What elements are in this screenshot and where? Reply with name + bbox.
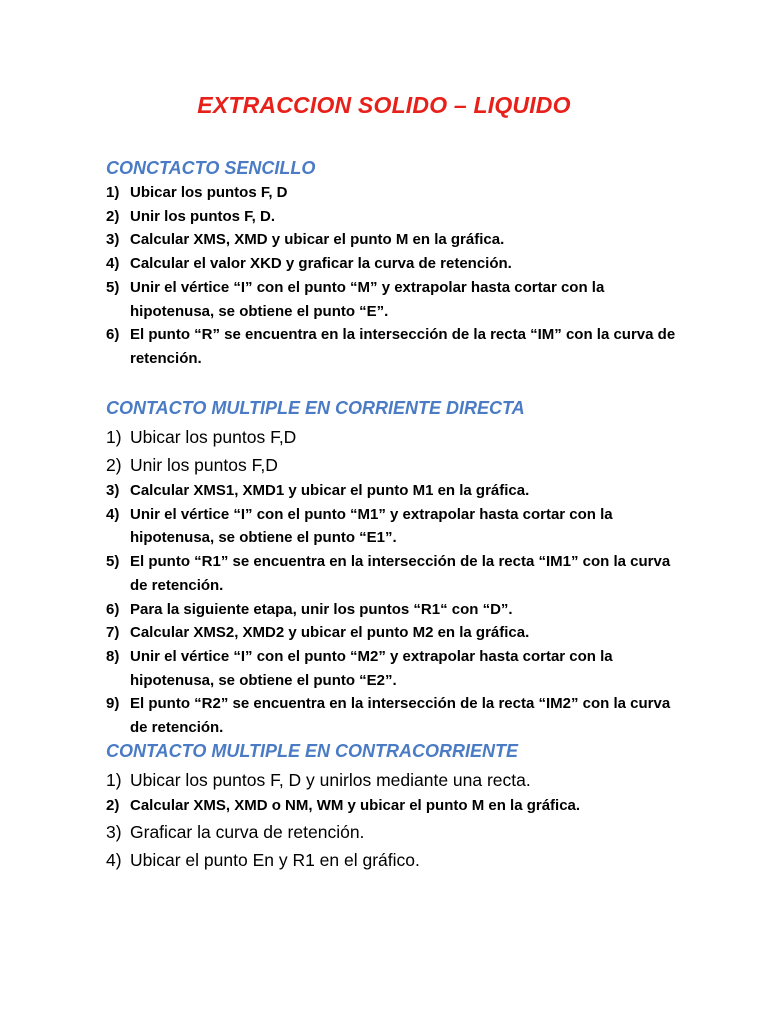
- item-text: Unir el vértice “I” con el punto “M1” y extrapolar hasta cortar con la hipotenusa, se obtiene el punto “E1”.: [130, 505, 613, 547]
- item-number: 5): [106, 278, 120, 296]
- list-item: [106, 794, 686, 818]
- item-text: El punto “R” se encuentra en la intersección de la recta “IM” con la curva de retención.: [130, 326, 676, 367]
- item-text: Graficar la curva de retención.: [130, 821, 365, 842]
- section-heading-contracorriente: CONTACTO MULTIPLE EN CONTRACORRIENTE: [106, 741, 518, 761]
- item-number: 4): [106, 849, 122, 870]
- list-item: [106, 323, 686, 370]
- item-number: 4): [106, 255, 120, 273]
- list-item: [106, 252, 686, 276]
- list-item: [106, 846, 686, 874]
- item-number: 9): [106, 695, 120, 713]
- item-number: 3): [106, 231, 120, 249]
- list-item: [106, 692, 686, 739]
- item-text: Calcular XMS1, XMD1 y ubicar el punto M1 en la gráfica.: [130, 482, 530, 499]
- item-text: Calcular XMS2, XMD2 y ubicar el punto M2 en la gráfica.: [130, 624, 530, 642]
- item-number: 2): [106, 797, 120, 814]
- list-item: [106, 276, 686, 323]
- list-item: [106, 423, 686, 451]
- document-title: EXTRACCION SOLIDO – LIQUIDO: [197, 92, 571, 118]
- item-number: 3): [106, 821, 122, 842]
- item-number: 6): [106, 600, 120, 618]
- list-item: [106, 621, 686, 645]
- item-number: 2): [106, 207, 120, 225]
- item-number: 2): [106, 455, 122, 475]
- item-text: El punto “R2” se encuentra en la intersección de la recta “IM2” con la curva de retención.: [130, 695, 671, 737]
- item-text: Ubicar los puntos F, D: [130, 184, 288, 201]
- list-item: [106, 598, 686, 622]
- item-number: 1): [106, 184, 120, 201]
- list-item: [106, 503, 686, 550]
- item-text: Calcular XMS, XMD y ubicar el punto M en la gráfica.: [130, 231, 505, 249]
- list-item: [106, 645, 686, 692]
- list-item: [106, 451, 686, 479]
- list-item: [106, 228, 686, 252]
- item-number: 1): [106, 427, 122, 447]
- item-text: Ubicar los puntos F, D y unirlos mediante una recta.: [130, 770, 531, 790]
- steps-list-contracorriente: [106, 766, 686, 874]
- section-heading-corriente-directa: CONTACTO MULTIPLE EN CORRIENTE DIRECTA: [106, 398, 525, 418]
- item-text: Ubicar los puntos F,D: [130, 427, 297, 447]
- list-item: [106, 818, 686, 846]
- list-item: [106, 479, 686, 503]
- item-number: 6): [106, 326, 120, 344]
- item-text: Calcular XMS, XMD o NM, WM y ubicar el punto M en la gráfica.: [130, 797, 581, 814]
- item-number: 3): [106, 482, 120, 499]
- item-text: Para la siguiente etapa, unir los puntos “R1“ con “D”.: [130, 600, 513, 618]
- list-item: [106, 550, 686, 597]
- item-text: Unir los puntos F,D: [130, 455, 278, 475]
- item-number: 5): [106, 553, 120, 571]
- list-item: [106, 205, 686, 229]
- item-text: Ubicar el punto En y R1 en el gráfico.: [130, 849, 420, 870]
- item-text: Unir los puntos F, D.: [130, 207, 275, 225]
- item-number: 4): [106, 505, 120, 523]
- item-number: 1): [106, 770, 122, 790]
- item-text: El punto “R1” se encuentra en la intersección de la recta “IM1” con la curva de retención.: [130, 553, 671, 594]
- item-text: Unir el vértice “I” con el punto “M2” y extrapolar hasta cortar con la hipotenusa, se obtiene el punto “E2”.: [130, 647, 613, 689]
- list-item: [106, 766, 686, 794]
- item-number: 7): [106, 624, 120, 642]
- steps-list-contacto-sencillo: [106, 181, 686, 371]
- item-text: Calcular el valor XKD y graficar la curva de retención.: [130, 255, 512, 273]
- section-heading-contacto-sencillo: CONCTACTO SENCILLO: [106, 158, 316, 178]
- steps-list-corriente-directa: [106, 423, 686, 740]
- list-item: [106, 181, 686, 205]
- item-text: Unir el vértice “I” con el punto “M” y extrapolar hasta cortar con la hipotenusa, se obtiene el punto “E”.: [130, 278, 605, 320]
- item-number: 8): [106, 647, 120, 665]
